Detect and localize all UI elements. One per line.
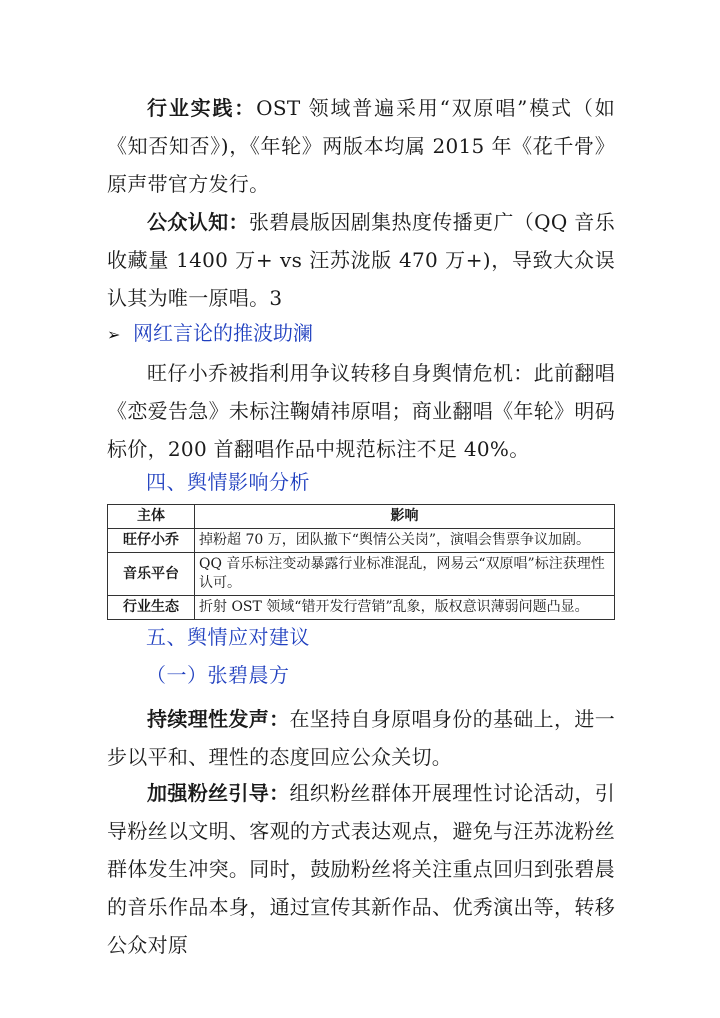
- table-cell-effect: QQ 音乐标注变动暴露行业标准混乱，网易云“双原唱”标注获理性认可。: [195, 553, 615, 596]
- table-row: [108, 596, 615, 620]
- section-heading-5: 五、舆情应对建议: [146, 625, 310, 649]
- paragraph-label: 行业实践：: [147, 96, 257, 120]
- table-cell-subject: 音乐平台: [108, 553, 195, 596]
- paragraph-public-perception: [107, 203, 615, 317]
- table-header-effect: 影响: [195, 505, 615, 529]
- arrow-bullet-icon: ➢: [107, 325, 121, 344]
- paragraph-rational-voice: [107, 700, 615, 776]
- table-row: [108, 529, 615, 553]
- table-row: [108, 553, 615, 596]
- table-header-row: [108, 505, 615, 529]
- paragraph-text: 旺仔小乔被指利用争议转移自身舆情危机：此前翻唱《恋爱告急》未标注鞠婧祎原唱；商业翻唱《年轮》明码标价，200 首翻唱作品中规范标注不足 40%。: [107, 361, 615, 461]
- paragraph-label: 公众认知：: [147, 210, 249, 234]
- bullet-heading-text: 网红言论的推波助澜: [133, 321, 313, 345]
- table-cell-effect: 折射 OST 领域“错开发行营销”乱象，版权意识薄弱问题凸显。: [195, 596, 615, 620]
- impact-table: [107, 504, 615, 620]
- table-cell-subject: 旺仔小乔: [108, 529, 195, 553]
- table-cell-effect: 掉粉超 70 万，团队撤下“舆情公关岗”，演唱会售票争议加剧。: [195, 529, 615, 553]
- paragraph-text: 在坚持自身原唱身份的基础上，进一步以平和、理性的态度回应公众关切。: [107, 707, 615, 769]
- subsection-heading-1: （一）张碧晨方: [146, 663, 290, 687]
- paragraph-influencer: [107, 354, 615, 468]
- table-cell-subject: 行业生态: [108, 596, 195, 620]
- paragraph-text: 张碧晨版因剧集热度传播更广（QQ 音乐收藏量 1400 万+ vs 汪苏泷版 470 万+)，导致大众误认其为唯一原唱。3: [107, 210, 615, 310]
- section-heading-4: 四、舆情影响分析: [146, 470, 310, 494]
- paragraph-text: 组织粉丝群体开展理性讨论活动，引导粉丝以文明、客观的方式表达观点，避免与汪苏泷粉丝群体发生冲突。同时，鼓励粉丝将关注重点回归到张碧晨的音乐作品本身，通过宣传其新作品、优秀演出等，转移公众对原: [107, 781, 615, 957]
- paragraph-label: 持续理性发声：: [147, 707, 290, 731]
- bullet-heading: [107, 318, 313, 348]
- paragraph-fan-guidance: [107, 774, 615, 964]
- table-header-subject: 主体: [108, 505, 195, 529]
- paragraph-label: 加强粉丝引导：: [147, 781, 290, 805]
- paragraph-industry-practice: [107, 89, 615, 203]
- paragraph-text: OST 领域普遍采用“双原唱”模式（如《知否知否》)，《年轮》两版本均属 2015 年《花千骨》原声带官方发行。: [107, 96, 615, 196]
